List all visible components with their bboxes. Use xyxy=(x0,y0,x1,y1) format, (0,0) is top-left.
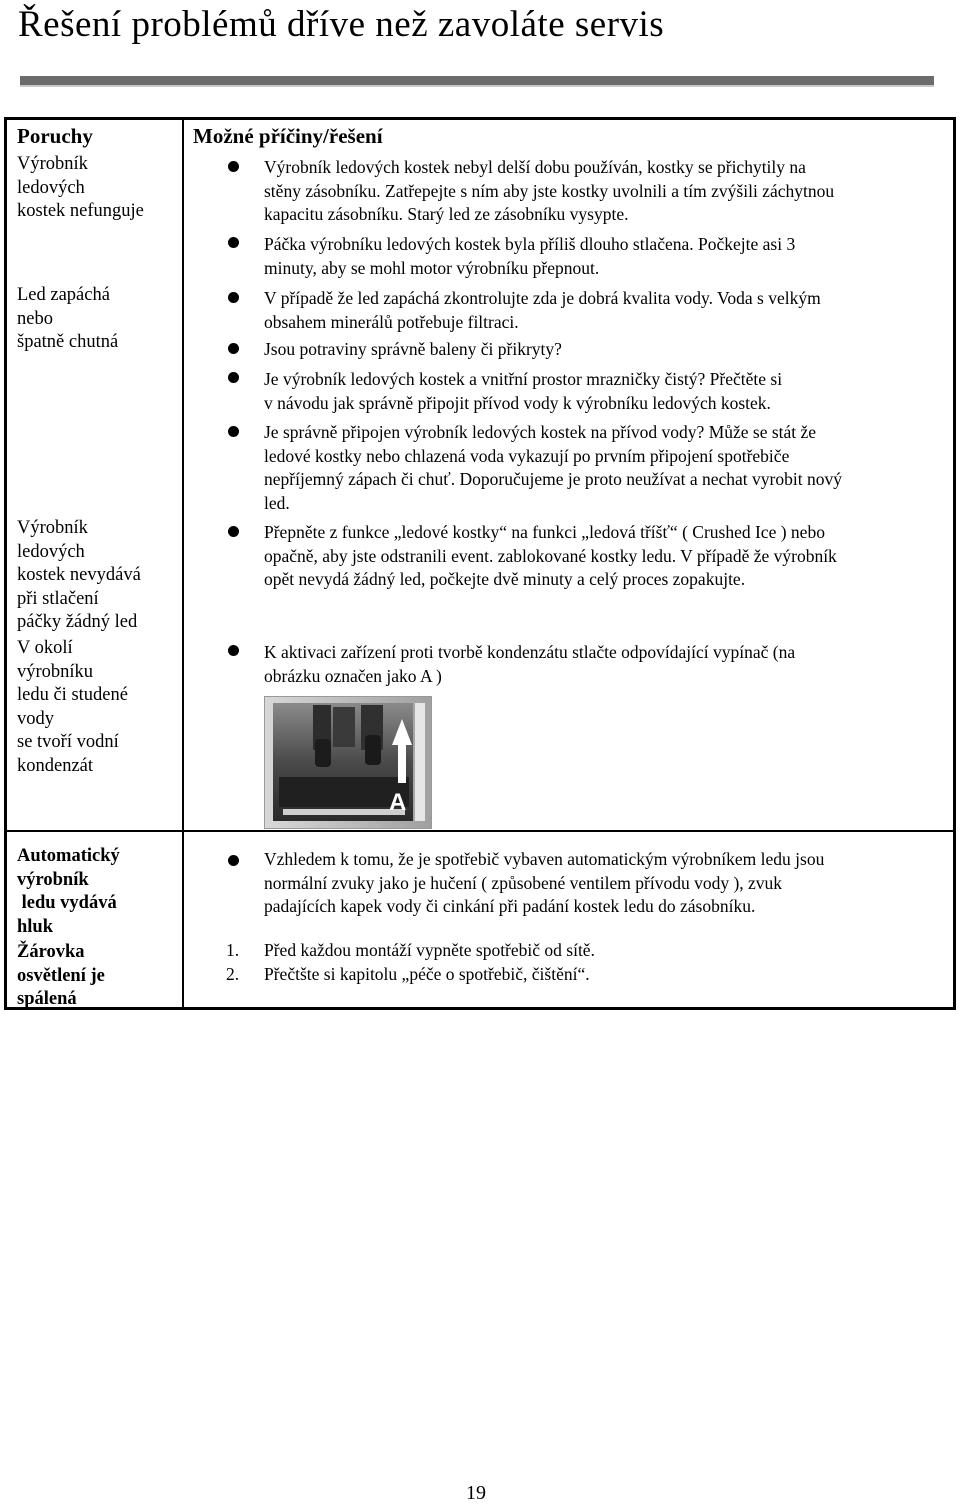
bullet-icon xyxy=(228,372,239,383)
photo-label-a: A xyxy=(389,789,407,816)
header-problems: Poruchy xyxy=(17,124,93,148)
row-divider xyxy=(7,830,953,832)
step-number-2: 2. xyxy=(226,964,240,984)
bullet-icon xyxy=(228,526,239,537)
bullet-icon xyxy=(228,426,239,437)
solution-4: Jsou potraviny správně baleny či přikryty? xyxy=(264,339,562,359)
solution-2: Páčka výrobníku ledových kostek byla příliš dlouho stlačena. Počkejte asi 3 minuty, aby se mohl motor výrobníku přepnout. xyxy=(264,234,796,278)
bullet-icon xyxy=(228,343,239,354)
title-rule-shadow xyxy=(20,85,934,87)
header-causes: Možné příčiny/řešení xyxy=(193,124,383,148)
problem-ice-maker-not-working: Výrobník ledových kostek nefunguje xyxy=(17,154,144,221)
column-divider xyxy=(182,120,184,1007)
solution-9: Vzhledem k tomu, že je spotřebič vybaven automatickým výrobníkem ledu jsou normální zvuky jako je hučení ( způsobené ventilem přívodu vody ), zvuk padajících kapek vody či cinkání při padání kostek ledu do zásobníku. xyxy=(264,849,825,916)
bullet-icon xyxy=(228,645,239,656)
page-number: 19 xyxy=(466,1482,486,1504)
solution-3: V případě že led zapáchá zkontrolujte zda je dobrá kvalita vody. Voda s velkým obsahem minerálů potřebuje filtraci. xyxy=(264,288,821,332)
title-rule xyxy=(20,76,934,85)
page-title: Řešení problémů dříve než zavoláte servis xyxy=(18,4,665,45)
solution-7: Přepněte z funkce „ledové kostky“ na funkci „ledová tříšť“ ( Crushed Ice ) nebo opačně, aby jste odstranili event. zablokované kostky ledu. V případě že výrobník opět nevydá žádný led, počkejte dvě minuty a celý proces zopakujte. xyxy=(264,522,837,589)
problem-bulb: Žárovka osvětlení je spálená xyxy=(17,942,105,1009)
step-text-1: Před každou montáží vypněte spotřebič od sítě. xyxy=(264,940,595,960)
bullet-icon xyxy=(228,855,239,866)
condensation-switch-photo xyxy=(264,696,432,829)
bullet-icon xyxy=(228,161,239,172)
step-text-2: Přečtšte si kapitolu „péče o spotřebič, čištění“. xyxy=(264,964,590,984)
solution-6: Je správně připojen výrobník ledových kostek na přívod vody? Může se stát že ledové kostky nebo chlazená voda vykazují po prvním připojení spotřebiče nepříjemný zápach či chuť. Doporučujeme je proto neužívat a nechat vyrobit nový led. xyxy=(264,422,842,513)
problem-ice-smell: Led zapáchá nebo špatně chutná xyxy=(17,285,119,352)
problem-condensation: V okolí výrobníku ledu či studené vody se tvoří vodní kondenzát xyxy=(17,638,128,776)
solution-5: Je výrobník ledových kostek a vnitřní prostor mrazničky čistý? Přečtěte si v návodu jak správně připojit přívod vody k výrobníku ledových kostek. xyxy=(264,369,783,413)
problem-noise: Automatický výrobník ledu vydává hluk xyxy=(17,846,120,937)
step-number-1: 1. xyxy=(226,940,240,960)
solution-1: Výrobník ledových kostek nebyl delší dobu používán, kostky se přichytily na stěny zásobníku. Zatřepejte s ním aby jste kostky uvolnili a tím zvýšili záchytnou kapacitu zásobníku. Starý led ze zásobníku vysypte. xyxy=(264,157,835,224)
bullet-icon xyxy=(228,292,239,303)
bullet-icon xyxy=(228,237,239,248)
solution-8: K aktivaci zařízení proti tvorbě kondenzátu stlačte odpovídající vypínač (na obrázku označen jako A ) xyxy=(264,642,796,686)
problem-no-ice: Výrobník ledových kostek nevydává při stlačení páčky žádný led xyxy=(17,518,141,632)
